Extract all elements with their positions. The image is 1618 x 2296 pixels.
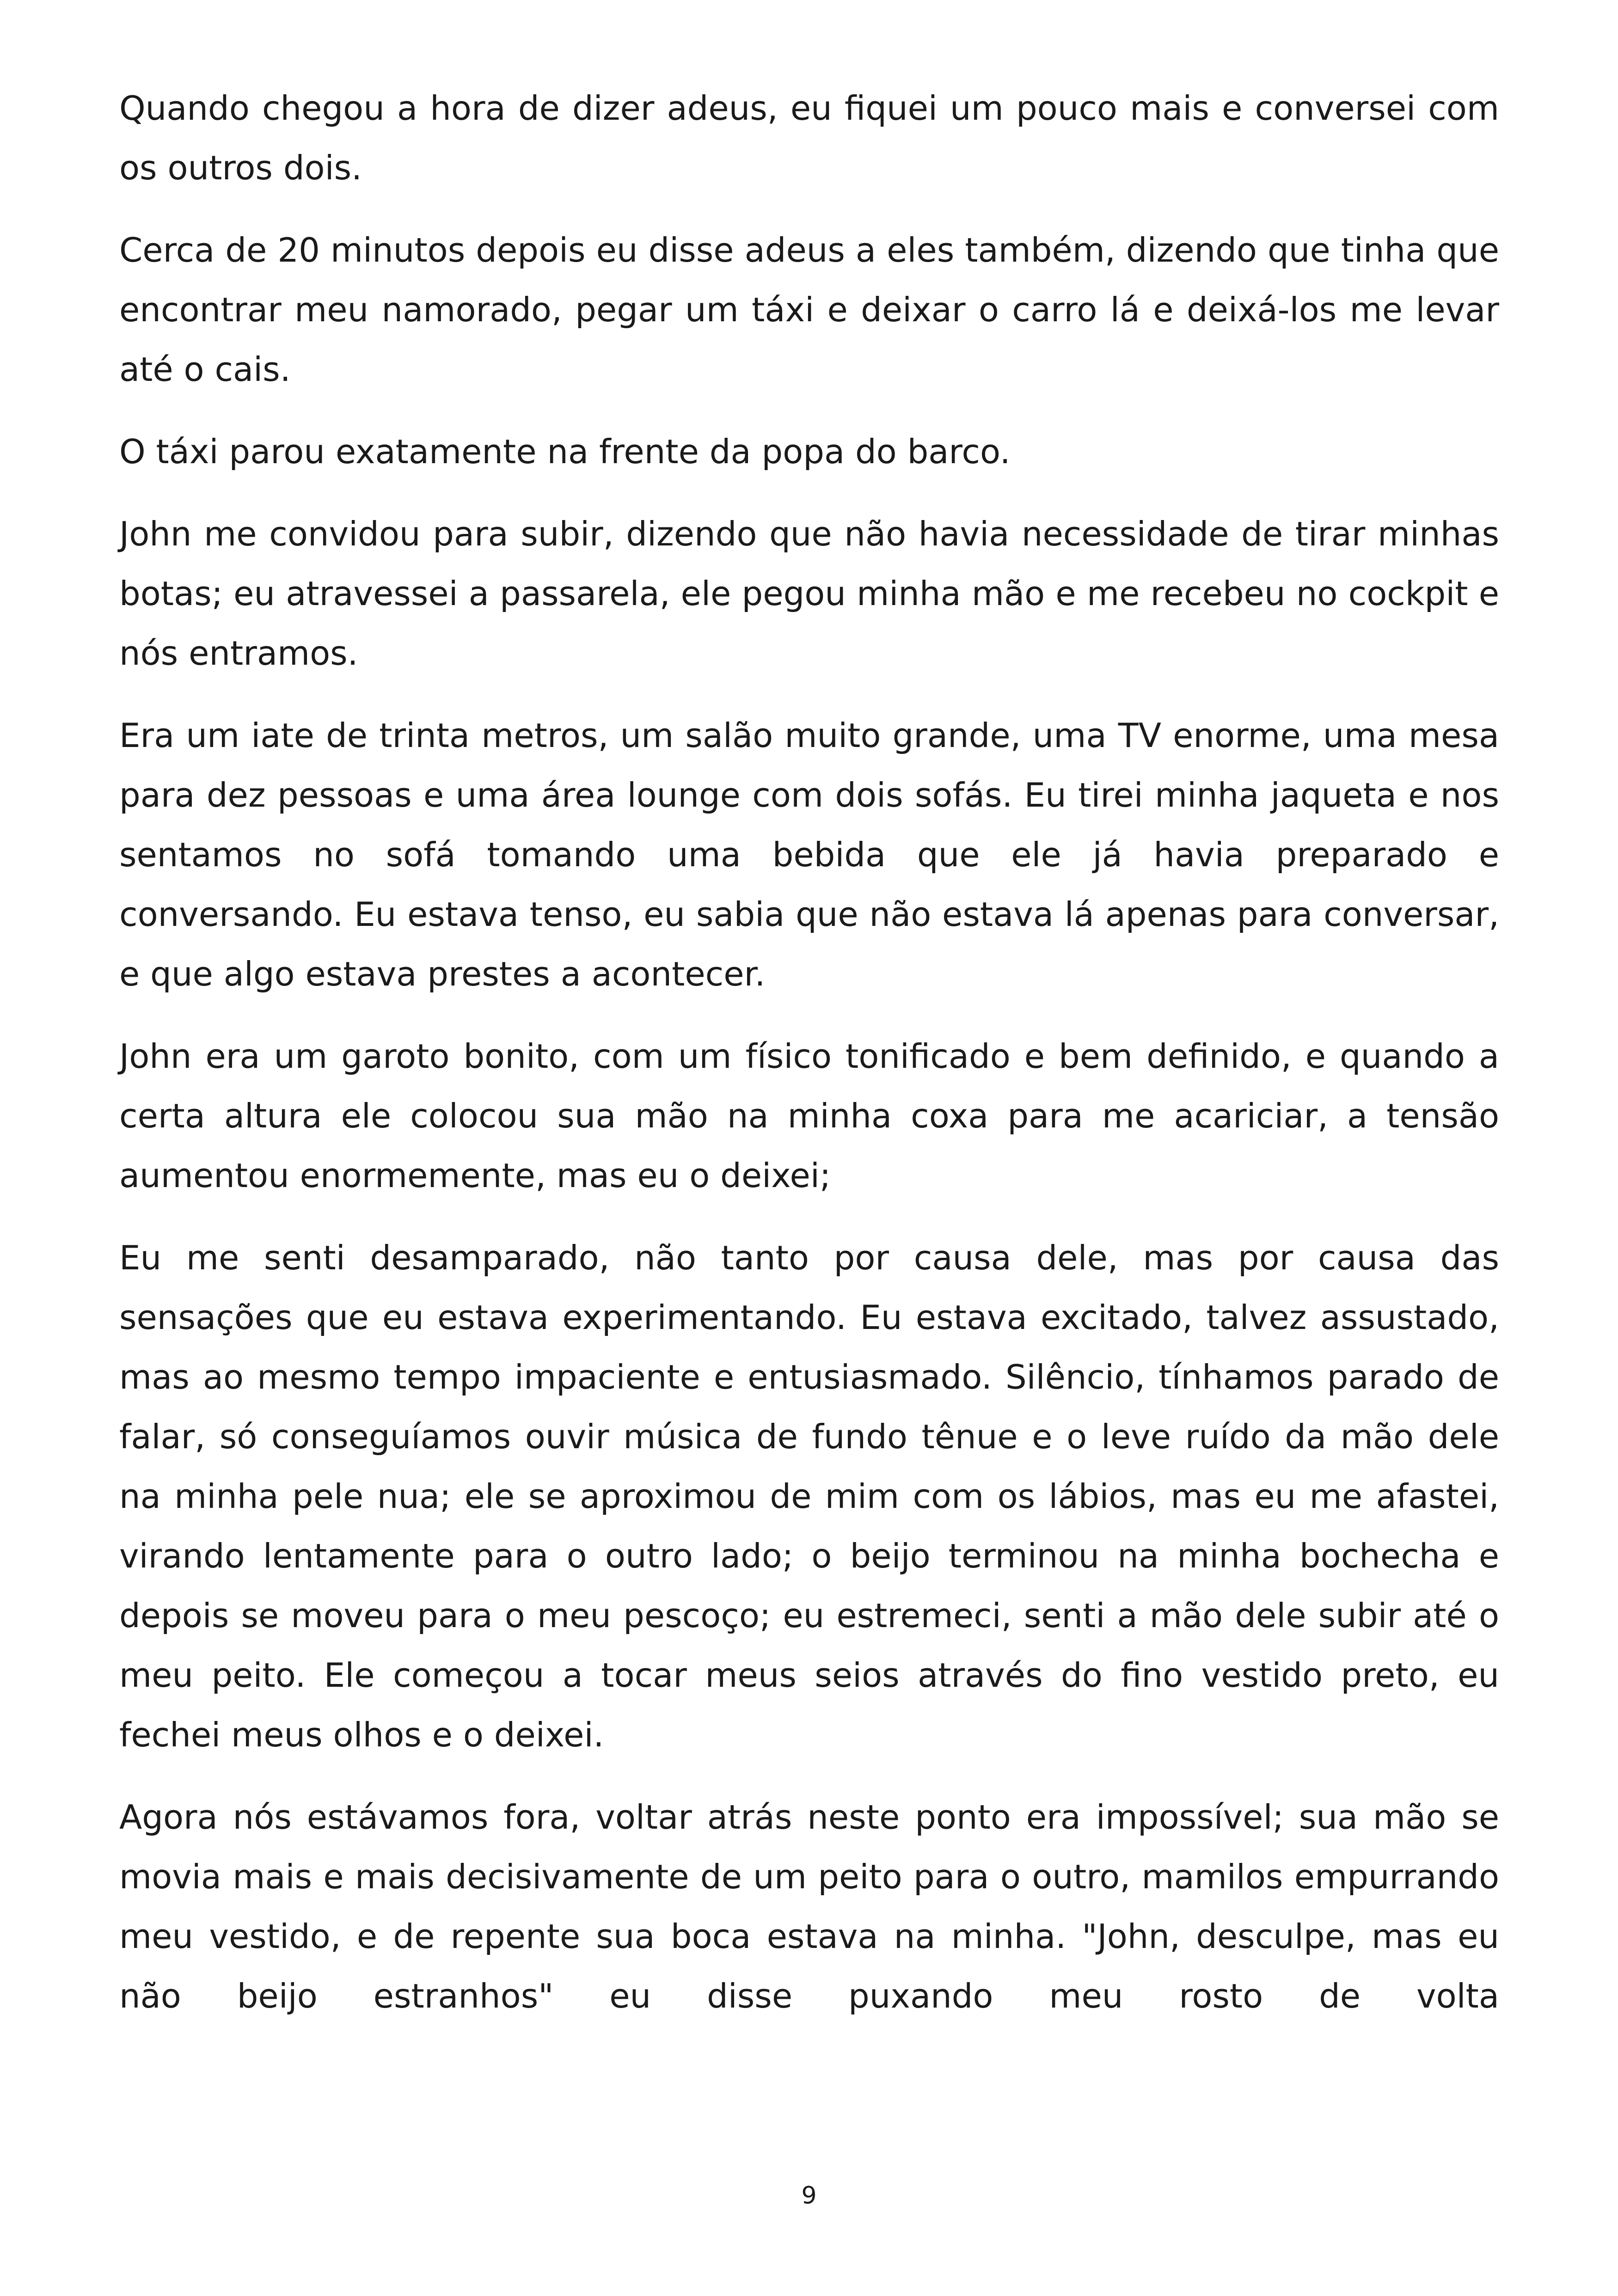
paragraph-7: Eu me senti desamparado, não tanto por causa dele, mas por causa das sensações que eu estava experimentando. Eu estava excitado, talvez assustado, mas ao mesmo tempo impaciente e entusiasmado. Silêncio, tínhamos parado de falar, só conseguíamos ouvir música de fundo tênue e o leve ruído da mão dele na minha pele nua; ele se aproximou de mim com os lábios, mas eu me afastei, virando lentamente para o outro lado; o beijo terminou na minha bochecha e depois se moveu para o meu pescoço; eu estremeci, senti a mão dele subir até o meu peito. Ele começou a tocar meus seios através do fino vestido preto, eu fechei meus olhos e o deixei. — [119, 1238, 1499, 1754]
paragraph-6: John era um garoto bonito, com um físico tonificado e bem definido, e quando a certa altura ele colocou sua mão na minha coxa para me acariciar, a tensão aumentou enormemente, mas eu o deixei; — [119, 1037, 1499, 1195]
paragraph-8: Agora nós estávamos fora, voltar atrás neste ponto era impossível; sua mão se movia mais e mais decisivamente de um peito para o outro, mamilos empurrando meu vestido, e de repente sua boca estava na minha. "John, desculpe, mas eu não beijo estranhos" eu disse puxando meu rosto de volta — [119, 1798, 1499, 2015]
paragraph-1: Quando chegou a hora de dizer adeus, eu fiquei um pouco mais e conversei com os outros dois. — [119, 89, 1499, 187]
body-text — [119, 79, 1499, 2049]
paragraph-3: O táxi parou exatamente na frente da popa do barco. — [119, 432, 1011, 471]
paragraph-5: Era um iate de trinta metros, um salão muito grande, uma TV enorme, uma mesa para dez pessoas e uma área lounge com dois sofás. Eu tirei minha jaqueta e nos sentamos no sofá tomando uma bebida que ele já havia preparado e conversando. Eu estava tenso, eu sabia que não estava lá apenas para conversar, e que algo estava prestes a acontecer. — [119, 716, 1499, 993]
paragraph-4: John me convidou para subir, dizendo que não havia necessidade de tirar minhas botas; eu atravessei a passarela, ele pegou minha mão e me recebeu no cockpit e nós entramos. — [119, 514, 1499, 673]
page-number: 9 — [801, 2182, 817, 2210]
paragraph-2: Cerca de 20 minutos depois eu disse adeus a eles também, dizendo que tinha que encontrar meu namorado, pegar um táxi e deixar o carro lá e deixá-los me levar até o cais. — [119, 231, 1499, 389]
